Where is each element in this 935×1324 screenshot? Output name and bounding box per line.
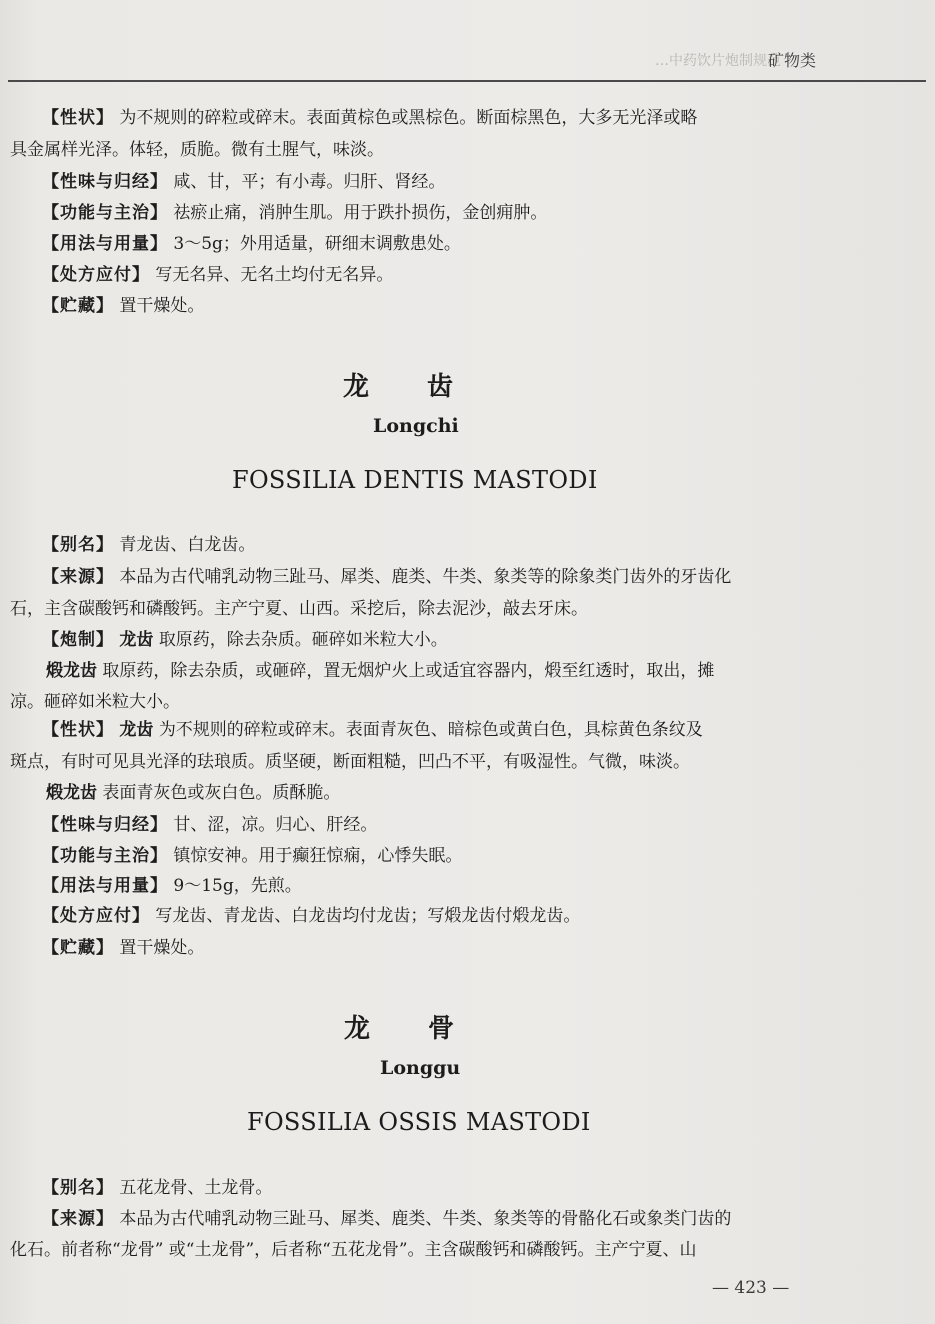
header-category: 矿物类	[768, 51, 817, 70]
longchi-yongfa-text: 9～15g，先煎。	[173, 876, 302, 896]
longchi-duan-text-1: 取原药，除去杂质，或砸碎，置无烟炉火上或适宜容器内，煅至红透时，取出，摊	[102, 661, 715, 681]
longgu-bieming-text: 五花龙骨、土龙骨。	[119, 1178, 273, 1198]
prev-gongneng-text: 祛瘀止痛，消肿生肌。用于跌扑损伤，金创痈肿。	[173, 203, 548, 223]
longchi-yongfa-label: 【用法与用量】	[42, 876, 168, 896]
longchi-title-pinyin: Longchi	[373, 415, 459, 437]
longchi-paozhi-sub: 龙齿	[119, 630, 154, 650]
longchi-title-cn: 龙齿	[343, 372, 512, 402]
longchi-xingzhuang-line-1	[42, 718, 703, 742]
longgu-bieming-label: 【别名】	[42, 1178, 114, 1198]
longchi-xingwei-text: 甘、涩，凉。归心、肝经。	[173, 815, 378, 835]
longchi-xingzhuang-text-2: 斑点，有时可见具光泽的珐琅质。质坚硬，断面粗糙，凹凸不平，有吸湿性。气微，味淡。	[10, 752, 690, 772]
longchi-duan-label: 煅龙齿	[46, 661, 97, 681]
longchi-chufang-line	[42, 904, 580, 928]
longgu-title-pinyin: Longgu	[380, 1057, 461, 1079]
longgu-laiyuan-text-2: 化石。前者称“龙骨” 或“土龙骨”，后者称“五花龙骨”。主含碳酸钙和磷酸钙。主产宁夏、山	[10, 1240, 697, 1260]
prev-xingzhuang-line-1	[42, 106, 697, 130]
prev-yongfa-label: 【用法与用量】	[42, 234, 168, 254]
longchi-yongfa-line	[42, 874, 302, 898]
longchi-paozhi-text: 取原药，除去杂质。砸碎如米粒大小。	[158, 630, 448, 650]
prev-xingwei-label: 【性味与归经】	[42, 172, 168, 192]
longchi-xingwei-line	[42, 813, 377, 837]
header-ghost-text: …中药饮片炮制规范	[655, 53, 781, 69]
longchi-paozhi-line	[42, 628, 448, 652]
longchi-duan-text-2: 凉。砸碎如米粒大小。	[10, 692, 180, 712]
page-number: — 423 —	[712, 1278, 790, 1298]
prev-chufang-line	[42, 263, 393, 287]
prev-zhucang-text: 置干燥处。	[119, 296, 205, 316]
prev-zhucang-label: 【贮藏】	[42, 296, 114, 316]
prev-xingwei-text: 咸、甘，平；有小毒。归肝、肾经。	[173, 172, 446, 192]
longchi-laiyuan-text-2: 石，主含碳酸钙和磷酸钙。主产宁夏、山西。采挖后，除去泥沙，敲去牙床。	[10, 599, 588, 619]
longgu-title-latin: FOSSILIA OSSIS MASTODI	[247, 1108, 591, 1136]
longchi-gongneng-text: 镇惊安神。用于癫狂惊痫，心悸失眠。	[173, 846, 463, 866]
longgu-laiyuan-label: 【来源】	[42, 1209, 114, 1229]
longchi-gongneng-line	[42, 844, 462, 868]
longchi-bieming-label: 【别名】	[42, 535, 114, 555]
longchi-zhucang-text: 置干燥处。	[119, 938, 205, 958]
longchi-gongneng-label: 【功能与主治】	[42, 846, 168, 866]
longchi-bieming-text: 青龙齿、白龙齿。	[119, 535, 256, 555]
prev-xingzhuang-label: 【性状】	[42, 108, 114, 128]
longchi-bieming-line	[42, 533, 255, 557]
longgu-laiyuan-line-1	[42, 1207, 731, 1231]
longchi-laiyuan-line-1	[42, 565, 731, 589]
longchi-zhucang-label: 【贮藏】	[42, 938, 114, 958]
longgu-laiyuan-text-1: 本品为古代哺乳动物三趾马、犀类、鹿类、牛类、象类等的骨骼化石或象类门齿的	[119, 1209, 732, 1229]
longchi-duan-line-1	[46, 659, 714, 683]
longgu-bieming-line	[42, 1176, 272, 1200]
longchi-paozhi-label: 【炮制】	[42, 630, 114, 650]
longchi-xingzhuang2-label: 煅龙齿	[46, 783, 97, 803]
longchi-xingzhuang-text-1: 为不规则的碎粒或碎末。表面青灰色、暗棕色或黄白色，具棕黄色条纹及	[158, 720, 703, 740]
prev-chufang-text: 写无名异、无名土均付无名异。	[155, 265, 394, 285]
prev-gongneng-label: 【功能与主治】	[42, 203, 168, 223]
longchi-xingzhuang2-text: 表面青灰色或灰白色。质酥脆。	[102, 783, 341, 803]
prev-xingzhuang-text-2: 具金属样光泽。体轻，质脆。微有土腥气，味淡。	[10, 140, 384, 160]
prev-xingwei-line	[42, 170, 445, 194]
longchi-zhucang-line	[42, 936, 204, 960]
prev-yongfa-text: 3～5g；外用适量，研细末调敷患处。	[173, 234, 461, 254]
longchi-chufang-label: 【处方应付】	[42, 906, 150, 926]
longchi-chufang-text: 写龙齿、青龙齿、白龙齿均付龙齿；写煅龙齿付煅龙齿。	[155, 906, 581, 926]
prev-gongneng-line	[42, 201, 547, 225]
longchi-title-latin: FOSSILIA DENTIS MASTODI	[232, 466, 598, 494]
longchi-xingzhuang-label: 【性状】	[42, 720, 114, 740]
prev-zhucang-line	[42, 294, 204, 318]
prev-xingzhuang-text-1: 为不规则的碎粒或碎末。表面黄棕色或黑棕色。断面棕黑色，大多无光泽或略	[119, 108, 698, 128]
header-rule	[8, 80, 926, 82]
longchi-xingzhuang-sub: 龙齿	[119, 720, 154, 740]
prev-yongfa-line	[42, 232, 461, 256]
prev-chufang-label: 【处方应付】	[42, 265, 150, 285]
longgu-title-cn: 龙骨	[344, 1014, 513, 1044]
longchi-xingzhuang2-line	[46, 781, 340, 805]
longchi-laiyuan-text-1: 本品为古代哺乳动物三趾马、犀类、鹿类、牛类、象类等的除象类门齿外的牙齿化	[119, 567, 732, 587]
longchi-xingwei-label: 【性味与归经】	[42, 815, 168, 835]
longchi-laiyuan-label: 【来源】	[42, 567, 114, 587]
